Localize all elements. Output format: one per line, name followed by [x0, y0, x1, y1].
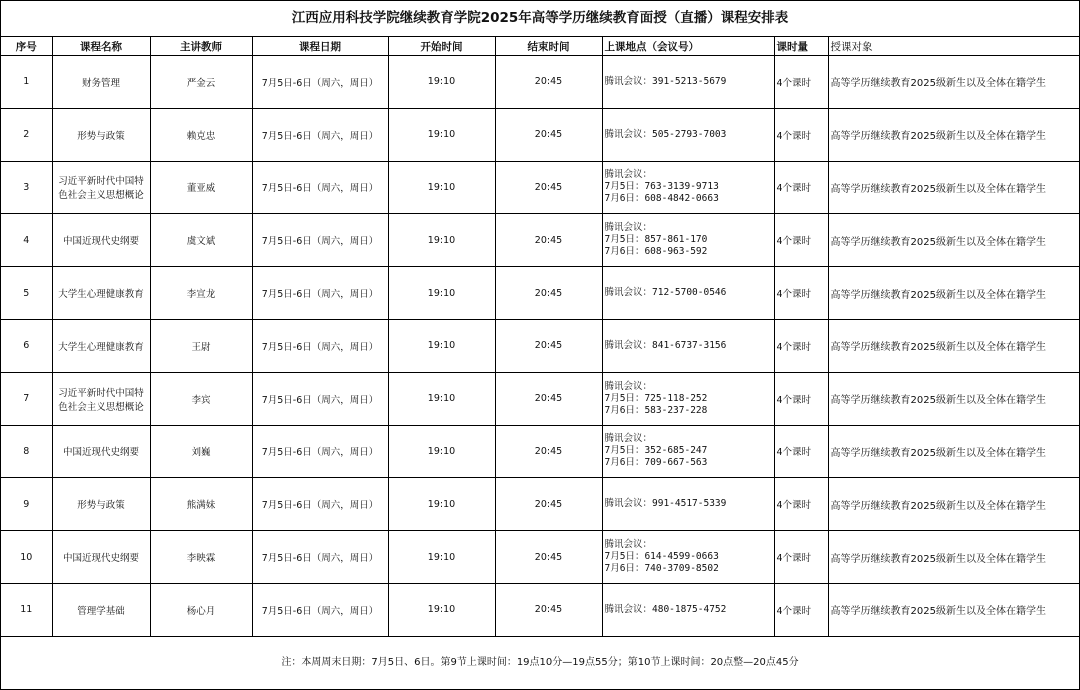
- table-row: [1, 372, 1079, 425]
- schedule-table: [1, 37, 1079, 637]
- cell-course: 财务管理: [52, 56, 150, 109]
- cell-course: 中国近现代史纲要: [52, 425, 150, 478]
- cell-hours: 4个课时: [774, 583, 828, 636]
- cell-course: 形势与政策: [52, 108, 150, 161]
- table-row: [1, 108, 1079, 161]
- cell-start: 19:10: [388, 372, 495, 425]
- cell-teacher: 董亚威: [150, 161, 252, 214]
- header-end: 结束时间: [495, 37, 602, 56]
- table-row: [1, 425, 1079, 478]
- cell-course: 管理学基础: [52, 583, 150, 636]
- cell-target: 高等学历继续教育2025级新生以及全体在籍学生: [828, 425, 1079, 478]
- cell-end: 20:45: [495, 214, 602, 267]
- cell-start: 19:10: [388, 531, 495, 584]
- header-date: 课程日期: [252, 37, 388, 56]
- cell-venue: 腾讯会议： 7月5日：857-861-170 7月6日：608-963-592: [602, 214, 774, 267]
- footnote: 注：本周周末日期：7月5日、6日。第9节上课时间：19点10分—19点55分；第10节上课时间：20点整—20点45分: [281, 656, 799, 668]
- cell-target: 高等学历继续教育2025级新生以及全体在籍学生: [828, 478, 1079, 531]
- cell-hours: 4个课时: [774, 214, 828, 267]
- header-target: 授课对象: [828, 37, 1079, 56]
- cell-start: 19:10: [388, 108, 495, 161]
- cell-teacher: 李宣龙: [150, 267, 252, 320]
- cell-no: 4: [1, 214, 52, 267]
- cell-venue: 腾讯会议：841-6737-3156: [602, 319, 774, 372]
- table-row: [1, 214, 1079, 267]
- header-course: 课程名称: [52, 37, 150, 56]
- header-venue: 上课地点（会议号）: [602, 37, 774, 56]
- cell-no: 1: [1, 56, 52, 109]
- cell-end: 20:45: [495, 319, 602, 372]
- cell-end: 20:45: [495, 531, 602, 584]
- cell-teacher: 严金云: [150, 56, 252, 109]
- table-row: [1, 531, 1079, 584]
- cell-target: 高等学历继续教育2025级新生以及全体在籍学生: [828, 583, 1079, 636]
- cell-no: 7: [1, 372, 52, 425]
- cell-end: 20:45: [495, 161, 602, 214]
- cell-no: 3: [1, 161, 52, 214]
- cell-target: 高等学历继续教育2025级新生以及全体在籍学生: [828, 108, 1079, 161]
- cell-venue: 腾讯会议： 7月5日：725-118-252 7月6日：583-237-228: [602, 372, 774, 425]
- cell-venue: 腾讯会议：391-5213-5679: [602, 56, 774, 109]
- cell-no: 8: [1, 425, 52, 478]
- cell-start: 19:10: [388, 161, 495, 214]
- cell-course: 形势与政策: [52, 478, 150, 531]
- cell-course: 大学生心理健康教育: [52, 267, 150, 320]
- cell-end: 20:45: [495, 478, 602, 531]
- cell-date: 7月5日-6日（周六，周日）: [252, 531, 388, 584]
- cell-course: 中国近现代史纲要: [52, 531, 150, 584]
- cell-no: 11: [1, 583, 52, 636]
- cell-hours: 4个课时: [774, 478, 828, 531]
- cell-venue: 腾讯会议： 7月5日：352-685-247 7月6日：709-667-563: [602, 425, 774, 478]
- cell-end: 20:45: [495, 372, 602, 425]
- cell-date: 7月5日-6日（周六，周日）: [252, 425, 388, 478]
- cell-hours: 4个课时: [774, 56, 828, 109]
- table-row: [1, 319, 1079, 372]
- cell-start: 19:10: [388, 583, 495, 636]
- header-hours: 课时量: [774, 37, 828, 56]
- cell-target: 高等学历继续教育2025级新生以及全体在籍学生: [828, 161, 1079, 214]
- cell-hours: 4个课时: [774, 425, 828, 478]
- cell-hours: 4个课时: [774, 267, 828, 320]
- table-row: [1, 267, 1079, 320]
- page-title: 江西应用科技学院继续教育学院2025年高等学历继续教育面授（直播）课程安排表: [1, 1, 1079, 37]
- cell-start: 19:10: [388, 214, 495, 267]
- header-row: [1, 37, 1079, 56]
- cell-venue: 腾讯会议： 7月5日：763-3139-9713 7月6日：608-4842-0663: [602, 161, 774, 214]
- cell-course: 大学生心理健康教育: [52, 319, 150, 372]
- cell-end: 20:45: [495, 56, 602, 109]
- cell-hours: 4个课时: [774, 372, 828, 425]
- cell-teacher: 赖克忠: [150, 108, 252, 161]
- cell-start: 19:10: [388, 267, 495, 320]
- cell-course: 习近平新时代中国特色社会主义思想概论: [52, 372, 150, 425]
- cell-venue: 腾讯会议：505-2793-7003: [602, 108, 774, 161]
- table-row: [1, 478, 1079, 531]
- cell-hours: 4个课时: [774, 161, 828, 214]
- cell-start: 19:10: [388, 478, 495, 531]
- cell-date: 7月5日-6日（周六，周日）: [252, 478, 388, 531]
- cell-date: 7月5日-6日（周六，周日）: [252, 56, 388, 109]
- cell-teacher: 熊满妹: [150, 478, 252, 531]
- cell-end: 20:45: [495, 425, 602, 478]
- cell-no: 5: [1, 267, 52, 320]
- cell-venue: 腾讯会议：991-4517-5339: [602, 478, 774, 531]
- cell-date: 7月5日-6日（周六，周日）: [252, 214, 388, 267]
- cell-teacher: 刘巍: [150, 425, 252, 478]
- cell-target: 高等学历继续教育2025级新生以及全体在籍学生: [828, 531, 1079, 584]
- cell-date: 7月5日-6日（周六，周日）: [252, 108, 388, 161]
- cell-teacher: 李映霖: [150, 531, 252, 584]
- cell-target: 高等学历继续教育2025级新生以及全体在籍学生: [828, 372, 1079, 425]
- cell-teacher: 虞文斌: [150, 214, 252, 267]
- cell-target: 高等学历继续教育2025级新生以及全体在籍学生: [828, 56, 1079, 109]
- cell-venue: 腾讯会议：712-5700-0546: [602, 267, 774, 320]
- cell-target: 高等学历继续教育2025级新生以及全体在籍学生: [828, 214, 1079, 267]
- cell-date: 7月5日-6日（周六，周日）: [252, 583, 388, 636]
- cell-target: 高等学历继续教育2025级新生以及全体在籍学生: [828, 267, 1079, 320]
- cell-hours: 4个课时: [774, 531, 828, 584]
- cell-end: 20:45: [495, 267, 602, 320]
- cell-date: 7月5日-6日（周六，周日）: [252, 267, 388, 320]
- cell-venue: 腾讯会议： 7月5日：614-4599-0663 7月6日：740-3709-8502: [602, 531, 774, 584]
- header-no: 序号: [1, 37, 52, 56]
- cell-teacher: 李宾: [150, 372, 252, 425]
- cell-hours: 4个课时: [774, 319, 828, 372]
- cell-start: 19:10: [388, 319, 495, 372]
- cell-no: 2: [1, 108, 52, 161]
- cell-venue: 腾讯会议：480-1875-4752: [602, 583, 774, 636]
- cell-date: 7月5日-6日（周六，周日）: [252, 372, 388, 425]
- cell-teacher: 杨心月: [150, 583, 252, 636]
- table-row: [1, 161, 1079, 214]
- cell-start: 19:10: [388, 425, 495, 478]
- cell-no: 9: [1, 478, 52, 531]
- cell-no: 10: [1, 531, 52, 584]
- cell-course: 中国近现代史纲要: [52, 214, 150, 267]
- header-start: 开始时间: [388, 37, 495, 56]
- cell-teacher: 王尉: [150, 319, 252, 372]
- cell-start: 19:10: [388, 56, 495, 109]
- table-row: [1, 583, 1079, 636]
- cell-no: 6: [1, 319, 52, 372]
- header-teacher: 主讲教师: [150, 37, 252, 56]
- cell-hours: 4个课时: [774, 108, 828, 161]
- cell-end: 20:45: [495, 108, 602, 161]
- cell-date: 7月5日-6日（周六，周日）: [252, 161, 388, 214]
- cell-date: 7月5日-6日（周六，周日）: [252, 319, 388, 372]
- cell-target: 高等学历继续教育2025级新生以及全体在籍学生: [828, 319, 1079, 372]
- cell-course: 习近平新时代中国特色社会主义思想概论: [52, 161, 150, 214]
- table-row: [1, 56, 1079, 109]
- cell-end: 20:45: [495, 583, 602, 636]
